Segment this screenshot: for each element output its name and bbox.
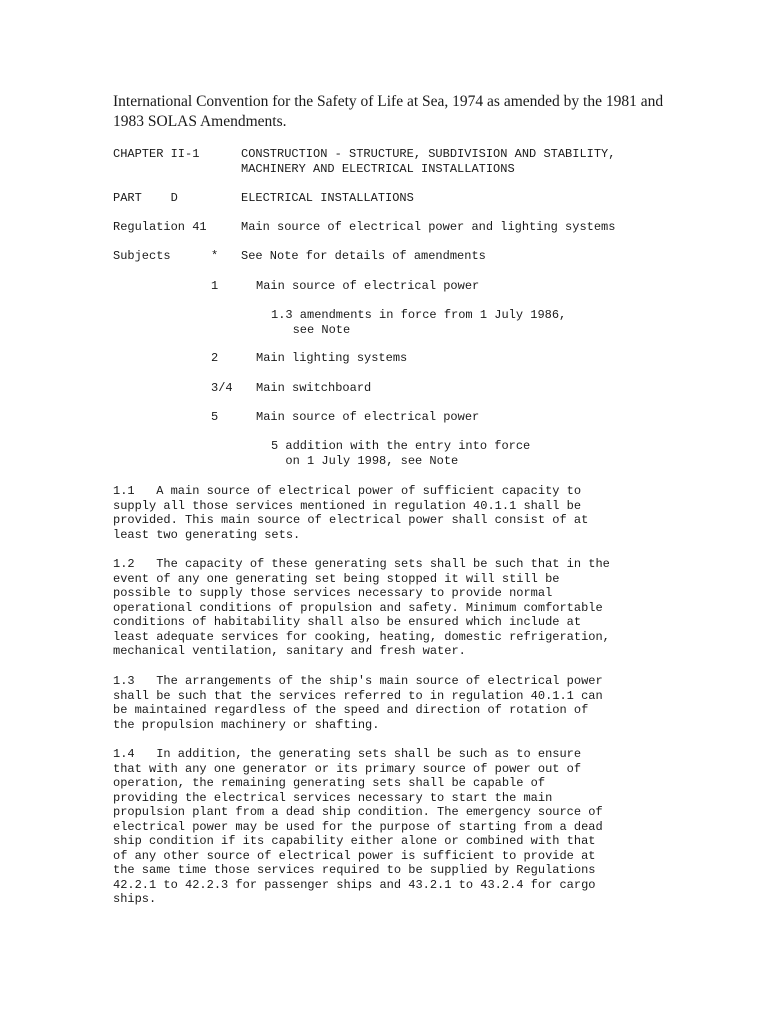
subjects-marker: *	[211, 249, 219, 263]
subjects-label: Subjects	[113, 249, 171, 263]
regulation-title: Main source of electrical power and lighting systems	[241, 220, 616, 234]
document-title: International Convention for the Safety of Life at Sea, 1974 as amended by the 1981 and 1983 SOLAS Amendments.	[113, 93, 664, 130]
subject-text: Main switchboard	[256, 381, 372, 395]
paragraph-1-2: 1.2 The capacity of these generating sets shall be such that in the event of any one generating set being stopped it will still be possible to supply those services necessary to provide normal operational conditions of propulsion and safety. Minimum comfortable conditions of habitability shall also be ensured which include at least adequate services for cooking, heating, domestic refrigeration, mechanical ventilation, sanitary and fresh water.	[113, 557, 610, 658]
part-title: ELECTRICAL INSTALLATIONS	[241, 191, 414, 205]
subject-subnote: 1.3 amendments in force from 1 July 1986, see Note	[271, 308, 567, 337]
subject-text: Main lighting systems	[256, 351, 408, 365]
subject-number: 1	[211, 279, 219, 293]
paragraph-1-3: 1.3 The arrangements of the ship's main source of electrical power shall be such that the services referred to in regulation 40.1.1 can be maintained regardless of the speed and direction of rotation of the propulsion machinery or shafting.	[113, 674, 603, 732]
chapter-title: CONSTRUCTION - STRUCTURE, SUBDIVISION AND STABILITY, MACHINERY AND ELECTRICAL INSTALLATIONS	[241, 147, 616, 176]
subject-subnote: 5 addition with the entry into force on 1 July 1998, see Note	[271, 439, 531, 468]
subject-number: 2	[211, 351, 219, 365]
subject-number: 5	[211, 410, 219, 424]
chapter-label: CHAPTER II-1	[113, 147, 200, 161]
subject-text: Main source of electrical power	[256, 410, 480, 424]
subject-number: 3/4	[211, 381, 233, 395]
part-label: PART D	[113, 191, 178, 205]
subject-text: Main source of electrical power	[256, 279, 480, 293]
subjects-note: See Note for details of amendments	[241, 249, 486, 263]
regulation-label: Regulation 41	[113, 220, 207, 234]
paragraph-1-1: 1.1 A main source of electrical power of sufficient capacity to supply all those services mentioned in regulation 40.1.1 shall be provided. This main source of electrical power shall consist of at least two generating sets.	[113, 484, 589, 542]
paragraph-1-4: 1.4 In addition, the generating sets shall be such as to ensure that with any one generator or its primary source of power out of operation, the remaining generating sets shall be capable of providing the electrical services necessary to start the main propulsion plant from a dead ship condition. The emergency source of electrical power may be used for the purpose of starting from a dead ship condition if its capability either alone or combined with that of any other source of electrical power is sufficient to provide at the same time those services required to be supplied by Regulations 42.2.1 to 42.2.3 for passenger ships and 43.2.1 to 43.2.4 for cargo ships.	[113, 747, 603, 906]
